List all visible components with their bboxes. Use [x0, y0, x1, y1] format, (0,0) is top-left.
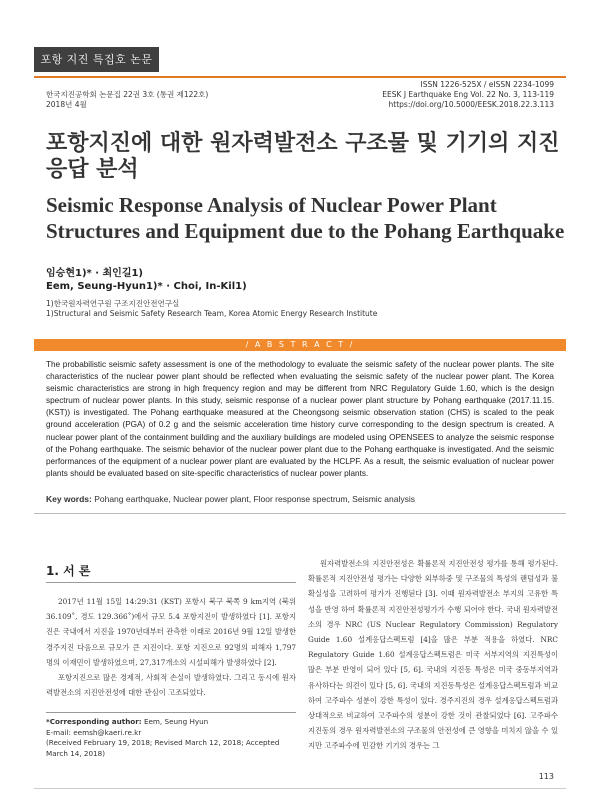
section-heading-introduction: 1. 서 론: [46, 564, 91, 578]
footnote-rule: [46, 712, 296, 713]
keywords: [46, 494, 415, 504]
footnote: [46, 717, 296, 759]
abstract-text: The probabilistic seismic safety assessment is one of the methodology to evaluate the seismic safety of the nuclear power plants. The site characteristics of the nuclear power plant should be reflected when evaluating the seismic safety of the nuclear power plant. The Korea seismic characteristics are strong in high frequency region and may be different from NRC Regulatory Guide 1.60, which is the design spectrum of nuclear power plants. In this study, seismic response of a nuclear power plant structure by Pohang earthquake (2017.11.15. (KST)) is investigated. The Pohang earthquake measured at the Cheongsong seismic observation station (CHS) is scaled to the peak ground acceleration (PGA) of 0.2 g and the seismic acceleration time history curve corresponding to the design spectrum is created. A nuclear power plant of the containment building and the auxiliary buildings are modeled using OPENSEES to analyze the seismic response of the Pohang earthquake. The seismic behavior of the nuclear power plant due to the Pohang earthquake is investigated. And the seismic performances of the equipment of a nuclear power plant are evaluated by the HCLPF. As a result, the seismic evaluation of nuclear power plants should be evaluated based on site-specific characteristics of nuclear power plants.: [46, 360, 554, 478]
email-address[interactable]: E-mail: eemsh@kaeri.re.kr: [46, 727, 142, 737]
doi-link[interactable]: https://doi.org/10.5000/EESK.2018.22.3.113: [388, 100, 554, 109]
authors-korean: 임승현1)* · 최인길1): [46, 268, 144, 279]
body-column-right: [308, 556, 558, 754]
corresponding-label: *Corresponding author:: [46, 717, 142, 726]
body-paragraph: 2017년 11월 15일 14:29:31 (KST) 포항시 북구 북쪽 9 km지역 (북위 36.109˚, 경도 129.366˚)에서 규모 5.4 포항지진이 발생하였다 [1]. 포항지진은 국내에서 지진을 1970년대부터 관측한 이래로 2016년 9월 12일 발생한 경주지진 다음으로 규모가 큰 지진이다. 포항 지진으로 92명의 피해자 1,797명의 이재민이 발생하였으며, 27,317개소의 시설피해가 발생하였다 [2].: [46, 597, 296, 667]
paper-title-english: Seismic Response Analysis of Nuclear Power Plant Structures and Equipment due to the Pohang Earthquake: [46, 193, 565, 243]
body-column-left: [46, 594, 296, 700]
journal-info-korean: [46, 90, 208, 110]
corresponding-name: Eem, Seung Hyun: [143, 717, 209, 726]
received-dates: (Received February 19, 2018; Revised March 12, 2018; Accepted March 14, 2018): [46, 738, 280, 758]
journal-date-line: 2018년 4월: [46, 100, 87, 109]
keywords-label: Key words:: [46, 494, 92, 504]
affiliation-english: 1)Structural and Seismic Safety Research Team, Korea Atomic Energy Research Institute: [46, 309, 378, 318]
page-number: 113: [538, 772, 554, 781]
journal-eng-line: EESK J Earthquake Eng Vol. 22 No. 3, 113-119: [382, 90, 554, 99]
body-paragraph: 원자력발전소의 지진안전성은 확률론적 지진안전성 평가를 통해 평가된다. 확률론적 지진안전성 평가는 다양한 외부하중 및 구조물의 특성의 랜덤성과 불확실성을 고려하여 평가가 진행된다 [3]. 이때 원자력발전소 부지의 고유한 특성을 반영 하여 확률론적 지진안전성평가가 수행 되어야 한다. 국내 원자력발전소의 경우 NRC (US Nuclear Regulatory Commission) Regulatory Guide 1.60 설계응답스펙트럼 [4]을 많은 부분 적용을 하였다. NRC Regulatory Guide 1.60 설계응답스펙트럼은 미국 서부지역의 지진특성이 많은 부분 반영이 되어 있다 [5, 6]. 국내의 지진동 특성은 미국 중동부지역과 유사하다는 의견이 있다 [5, 6]. 국내의 지진동특성은 설계응답스펙트럼과 비교하여 고주파수 성분이 강한 특성이 있다. 경주지진의 경우 설계응답스펙트럼과 상대적으로 비교하여 고주파수의 성분이 강한 것이 관찰되었다 [6]. 고주파수 지진동의 경우 원자력발전소의 구조물의 안전성에 큰 영향을 미치지 않을 수 있지만 고주파수에 민감한 기기의 경우는 그: [308, 559, 558, 751]
body-paragraph: 포항지진으로 많은 경제적, 사회적 손실이 발생하였다. 그리고 동시에 원자력발전소의 지진안전성에 대한 관심이 고조되었다.: [46, 673, 296, 698]
header-rule: [34, 76, 566, 78]
issn-line: ISSN 1226-525X / eISSN 2234-1099: [420, 80, 554, 89]
corresponding-author: [46, 717, 296, 728]
footer-rule: [34, 788, 566, 789]
special-issue-tag: 포항 지진 특집호 논문: [34, 47, 159, 72]
keywords-list: Pohang earthquake, Nuclear power plant, Floor response spectrum, Seismic analysis: [94, 494, 416, 504]
authors-english: Eem, Seung-Hyun1)* · Choi, In-Kil1): [46, 281, 247, 292]
abstract-divider: [34, 513, 566, 514]
affiliation-korean: 1)한국원자력연구원 구조지진안전연구실: [46, 299, 180, 308]
journal-info-english: [382, 80, 554, 110]
abstract-heading: / A B S T R A C T /: [34, 339, 566, 351]
paper-title-korean: 포항지진에 대한 원자력발전소 구조물 및 기기의 지진응답 분석: [46, 130, 560, 182]
journal-volume-line: 한국지진공학회 논문집 22권 3호 (통권 제122호): [46, 90, 209, 99]
section-heading-rule: [46, 582, 296, 583]
